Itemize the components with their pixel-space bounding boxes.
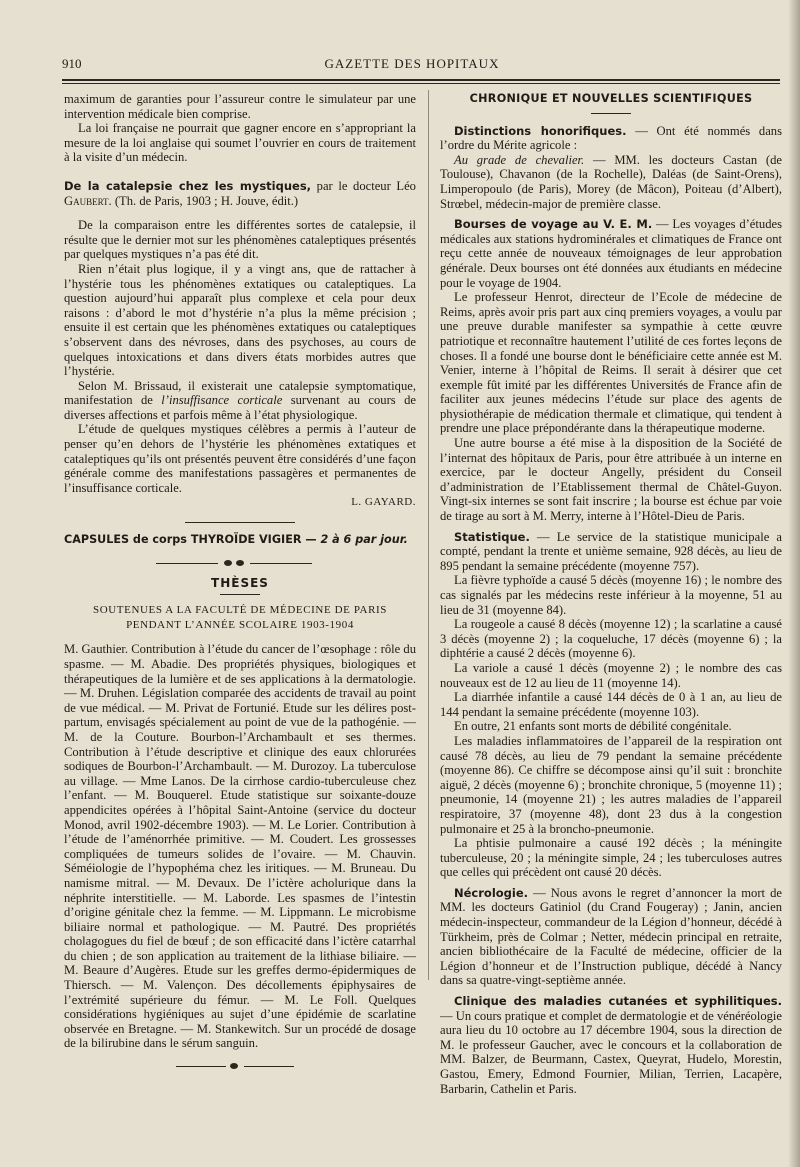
paragraph: De la comparaison entre les différentes sortes de catalepsie, il résulte que le dernier mot sur les phénomènes cataleptiques présentés par quelques mystiques n’a pas été dit. xyxy=(64,218,416,262)
theses-subtitle: PENDANT L’ANNÉE SCOLAIRE 1903-1904 xyxy=(126,618,354,631)
paragraph xyxy=(440,994,782,1096)
paragraph: La diarrhée infantile a causé 144 décès de 0 à 1 an, au lieu de 144 pendant la semaine précédente (moyenne 103). xyxy=(440,690,782,719)
theses-subtitle: SOUTENUES A LA FACULTÉ DE MÉDECINE DE PARIS xyxy=(93,604,387,617)
right-column xyxy=(440,92,782,1096)
review-reference: (Th. de Paris, 1903 ; H. Jouve, édit.) xyxy=(111,193,299,208)
paragraph: L’étude de quelques mystiques célèbres a permis à l’auteur de penser qu’en dehors de l’hystérie les phénomènes extatiques et cataleptiques qu’ils ont présentés peuvent être considérés d’une façon générale comme des manifestations passagères et permanentes de l’insuffisance corticale. xyxy=(64,422,416,495)
paragraph: maximum de garanties pour l’assureur contre le simulateur par une intervention médicale bien comprise. xyxy=(64,92,416,121)
spacer xyxy=(64,208,416,218)
header-rule-thick xyxy=(62,79,780,81)
ornament-dot xyxy=(236,560,244,566)
text-run: Selon M. Brissaud, il existerait une catalepsie symptomatique, manifestation de xyxy=(64,378,416,408)
ornament-line-right xyxy=(250,563,312,564)
paragraph: Une autre bourse a été mise à la disposition de la Société de l’internat des hôpitaux de Paris, pour être attribuée à un interne en exercice, par le docteur Angelly, président du Conseil d’administration de l’Etablissement thermal de Châtel-Guyon. Vingt-six internes se sont fait inscrire ; la bourse est échue par voie de tirage au sort à M. Merry, interne à l’Hôtel-Dieu de Paris. xyxy=(440,436,782,524)
text-run: — Un cours pratique et complet de dermatologie et de vénéréologie aura lieu du 10 octobre au 17 décembre 1904, sous la direction de M. le professeur Gaucher, avec le concours et la collaboration de MM. Balzer, de Beurmann, Castex, Queyrat, Hudelo, Morestin, Gastou, Emery, Edmond Fournier, Milian, Terrien, Lacapère, Barbarin, Cathelin et Paris. xyxy=(440,1008,783,1096)
item-heading: Statistique. xyxy=(454,529,530,544)
text-run: survenant au cours de diverses affections et parfois même à l’état physiologique. xyxy=(64,393,416,422)
column-divider xyxy=(428,90,429,980)
paragraph xyxy=(440,153,782,211)
section-title: CHRONIQUE ET NOUVELLES SCIENTIFIQUES xyxy=(469,92,753,105)
advert-line xyxy=(64,533,416,548)
left-column xyxy=(64,92,416,1073)
item-heading: Clinique des maladies cutanées et syphilitiques. xyxy=(454,994,782,1009)
item-heading: Bourses de voyage au V. E. M. xyxy=(454,217,653,232)
paragraph: La variole a causé 1 décès (moyenne 2) ; le nombre des cas nouveaux est de 12 au lieu de 11 (moyenne 14). xyxy=(440,660,782,690)
paragraph: Le professeur Henrot, directeur de l’Ecole de médecine de Reims, après avoir pris part aux cinq premiers voyages, a voulu par une preuve durable manifester sa sympathie à cette œuvre patriotique et reconnaître hautement l’utilité de ces fortes leçons de choses. Il a fondé une bourse dont le bénéficiaire cette année est M. Venier, interne à l’hôpital de Reims. Il serait à désirer que cet exemple fût imité par les différentes Universités de France afin de faciliter aux jeunes médecins l’étude sur place des agents de physiothérapie de médication thermale et climatique, qui tendent à prendre une place prépondérante dans la thérapeutique moderne. xyxy=(440,290,782,436)
paragraph: La rougeole a causé 8 décès (moyenne 12) ; la scarlatine a causé 3 décès (moyenne 2) ; la coqueluche, 17 décès (moyenne 6) ; la diphtérie a causé 2 décès (moyenne 6). xyxy=(440,617,782,661)
paragraph xyxy=(440,886,782,988)
item-heading: Distinctions honorifiques. xyxy=(454,123,627,138)
text-run: — Ont été nommés dans l’ordre du Mérite agricole : xyxy=(440,123,782,153)
page-edge-shadow xyxy=(788,0,800,1167)
page-header xyxy=(62,56,782,76)
ornament-divider xyxy=(64,1061,416,1073)
emphasis: Au grade de chevalier. xyxy=(454,152,585,167)
review-author: Gaubert. xyxy=(64,193,112,208)
theses-title: THÈSES xyxy=(211,575,269,590)
review-title: De la catalepsie chez les mystiques, xyxy=(64,178,312,193)
paragraph: La fièvre typhoïde a causé 5 décès (moyenne 16) ; le nombre des cas signalés par les médecins reste inférieur à la moyenne, 51 au lieu de 31 (moyenne 84). xyxy=(440,573,782,617)
paragraph xyxy=(440,124,782,153)
item-heading: Nécrologie. xyxy=(454,885,528,900)
ornament-divider xyxy=(64,558,416,570)
paragraph: Rien n’était plus logique, il y a vingt ans, que de rattacher à l’hystérie tous les phénomènes extatiques ou cataleptiques. La question aujourd’hui apparaît plus complexe et cela pour deux raisons : d’abord le mot d’hystérie n’a plus la même précision ; ensuite il est certain que les phénomènes extatiques ou cataleptiques s’observent dans des névroses, dans des psychoses, au cours de quelques intoxications et dans divers états morbides autres que l’hystérie. xyxy=(64,261,416,379)
advert-dosage: 2 à 6 par jour. xyxy=(320,533,408,547)
ornament-line-left xyxy=(156,563,218,564)
ornament-line-right xyxy=(244,1066,294,1067)
separator-rule xyxy=(591,113,631,114)
paragraph xyxy=(64,379,416,423)
text-run: — Le service de la statistique municipale a compté, pendant la trente et unième semaine, 928 décès, au lieu de 895 pendant la semaine précédente (moyenne 757). xyxy=(440,529,782,573)
ornament-dot xyxy=(224,560,232,566)
text-run: — MM. les docteurs Castan (de Toulouse), Chavanon (de la Rochelle), Daléas (de Saint-Orens), Limperopoulo (de Paris), Morey (de Mâcon), Poiteau (d’Albert), Strœbel, médecin-major de première classe. xyxy=(440,152,782,211)
page-number: 910 xyxy=(62,56,82,71)
ornament-dot xyxy=(230,1063,238,1069)
text-run: — Nous avons le regret d’annoncer la mort de MM. les docteurs Gatiniol (du Crand Fougeray) ; Janin, ancien médecin-inspecteur, commandeur de la Légion d’honneur, décédé à Türkheim, près de Colmar ; Netter, médecin principal en retraite, ancien bibliothécaire de la Faculté de médecine, officier de la Légion d’honneur et de l’Instruction publique, décédé à Nancy dans sa quatre-vingt-septième année. xyxy=(440,885,782,988)
journal-title: GAZETTE DES HOPITAUX xyxy=(324,56,500,71)
ornament-line-left xyxy=(176,1066,226,1067)
paragraph xyxy=(440,530,782,574)
advert-text: CAPSULES de corps THYROÏDE VIGIER — xyxy=(64,533,321,547)
emphasis: l’insuffisance corticale xyxy=(161,393,283,408)
separator-rule xyxy=(185,522,295,523)
paragraph: Les maladies inflammatoires de l’appareil de la respiration ont causé 78 décès, au lieu de 79 pendant la semaine précédente (moyenne 86). Ce chiffre se décompose ainsi qu’il suit : bronchite aiguë, 2 décès (moyenne 6) ; bronchite chronique, 5 (moyenne 11) ; pneumonie, 14 (moyenne 21) ; les autres maladies de l’appareil respiratoire, 37 (moyenne 48), dont 23 dus à la congestion pulmonaire et 25 à la broncho-pneumonie. xyxy=(440,733,782,836)
paragraph: La loi française ne pourrait que gagner encore en s’appropriant la mesure de la loi anglaise qui soumet l’ouvrier en cours de traitement à la visite d’un médecin. xyxy=(64,121,416,165)
review-author-pre: par le docteur Léo xyxy=(316,178,416,193)
theses-list: M. Gauthier. Contribution à l’étude du cancer de l’œsophage : rôle du spasme. — M. Abadie. Des propriétés physiques, biologiques et thérapeutiques de la lumière et de ses applications à la dermatologie. — M. Druhen. Législation comparée des accidents de travail au point de vue médical. — M. Privat de Fortunié. Etude sur les délires post-partum, envisagés spécialement au point de vue de la pathogénie. — M. de la Couture. Bourbon-l’Archambault et ses thermes. Contribution à l’étude descriptive et clinique des eaux chlorurées sodiques de Bourbon-l’Archambault. — M. Durozoy. La tuberculose au village. — Mme Lanos. De la cirrhose cardio-tuberculeuse chez l’enfant. — M. Bouquerel. Etude statistique sur soixante-douze appendicites opérées à l’hôpital Saint-Antoine (service du docteur Monod, avril 1902-décembre 1903). — M. Le Lorier. Contribution à l’étude de l’aménorrhée primitive. — M. Coudert. Les grossesses compliquées de tumeurs solides de l’ovaire. — M. Chauvin. Séméiologie de l’hypophéma chez les iritiques. — M. Bruneau. Du namisme mitral. — M. Devaux. De l’ictère acholurique dans la néphrite interstitielle. — M. Laborde. Les spasmes de l’intestin d’origine génitale chez la femme. — M. Lippmann. Le microbisme biliaire normal et pathologique. — M. Pautré. Des propriétés cholagogues du fiel de bœuf ; de son efficacité dans l’ictère catarrhal du chien ; de son application au traitement de la lithiase biliaire. — M. Beaure d’Augères. Etude sur les greffes dermo-épidermiques de Thiersch. — M. Valençon. Des décollements épiphysaires de l’extrémité supérieure du fémur. — M. Le Foll. Quelques considérations hygiéniques au sujet d’une épidémie de scarlatine observée en Bretagne. — M. Stankewitch. Sur un procédé de dosage de la bilirubine dans le sérum sanguin. xyxy=(64,642,416,1051)
paragraph: La phtisie pulmonaire a causé 192 décès ; la méningite tuberculeuse, 20 ; la méningite simple, 24 ; les tuberculoses autres que celles qui précèdent ont causé 20 décès. xyxy=(440,836,782,880)
separator-rule xyxy=(220,594,260,595)
paragraph: En outre, 21 enfants sont morts de débilité congénitale. xyxy=(454,719,732,734)
text-run: — Les voyages d’études médicales aux stations hydrominérales et climatiques de France ont reçu cette année de nouveaux témoignages de leur approbation générale. Deux bourses ont été données aux étudiants en médecine pour le voyage de 1904. xyxy=(440,217,782,290)
paragraph xyxy=(440,217,782,290)
signature: L. GAYARD. xyxy=(351,496,416,509)
header-rule-thin xyxy=(62,83,780,84)
review-heading xyxy=(64,179,416,208)
